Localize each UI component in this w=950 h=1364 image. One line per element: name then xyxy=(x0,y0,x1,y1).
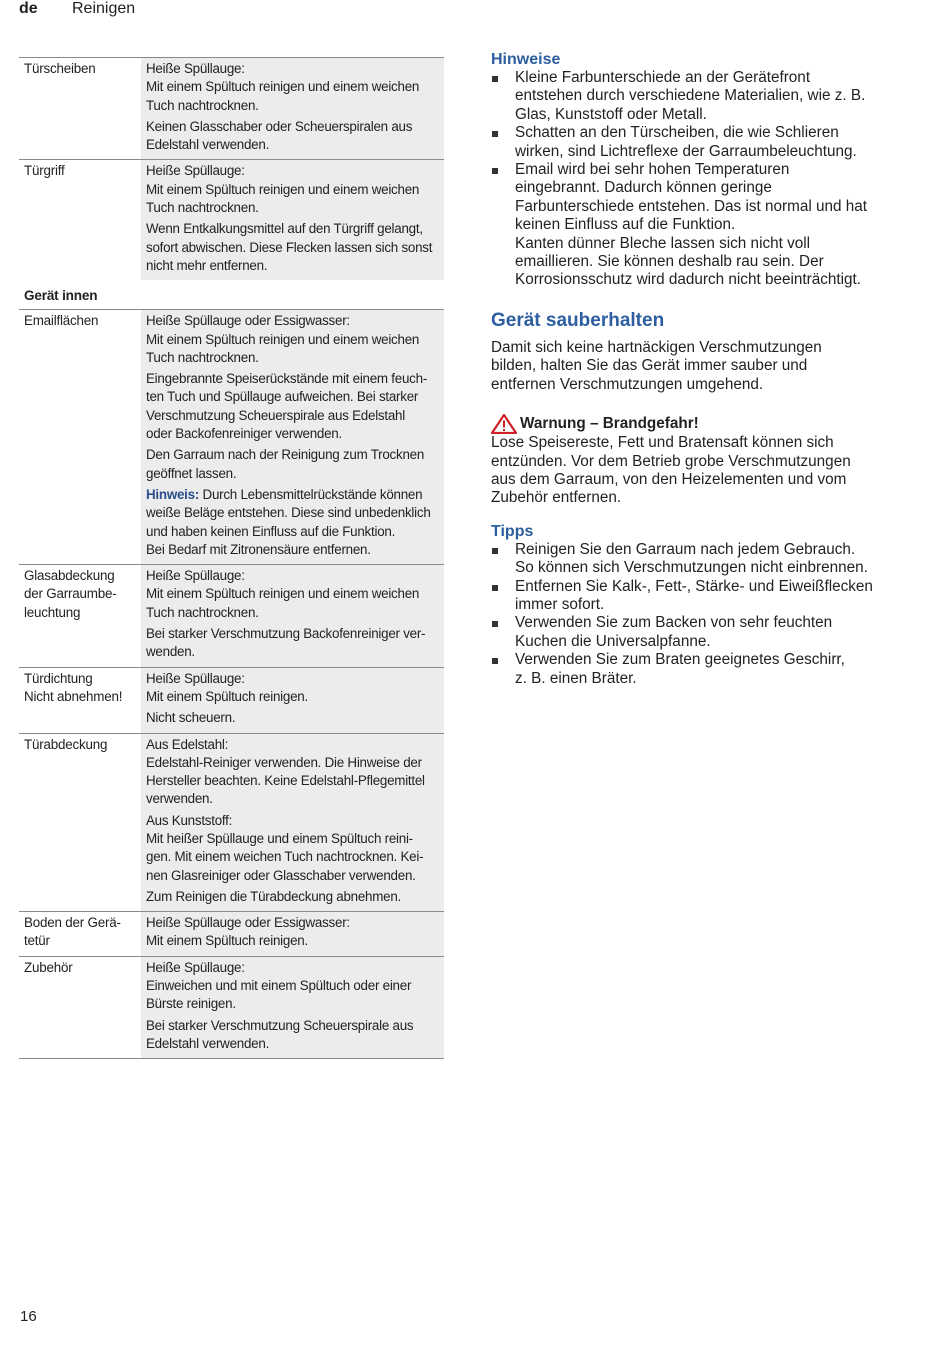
instruction-paragraph xyxy=(146,914,440,951)
row-label xyxy=(19,957,141,1058)
text-line: Türdichtung xyxy=(24,670,93,686)
instruction-paragraph xyxy=(146,162,440,217)
text-line: Bei starker Verschmutzung Scheuerspirale aus xyxy=(146,1017,414,1033)
text-line: oder Backofenreiniger verwenden. xyxy=(146,426,342,442)
text-line: Mit einem Spültuch reinigen und einem weichen xyxy=(146,586,420,602)
text-line: Durch Lebensmittelrückstände können xyxy=(199,486,423,502)
table-row xyxy=(19,159,444,280)
geraet-sauberhalten-heading: Gerät sauberhalten xyxy=(491,309,665,331)
text-line: und haben keinen Einfluss auf die Funktion. xyxy=(146,523,396,539)
text-line: Mit einem Spültuch reinigen und einem weichen xyxy=(146,79,420,95)
row-instructions xyxy=(141,957,444,1058)
instruction-paragraph xyxy=(146,625,440,662)
table-row xyxy=(19,911,444,956)
text-line: Tuch nachtrocknen. xyxy=(146,200,259,216)
row-instructions xyxy=(141,160,444,280)
text-line: Lose Speisereste, Fett und Bratensaft können sich xyxy=(491,434,834,452)
text-line: Emailflächen xyxy=(24,313,99,329)
text-line: Hersteller beachten. Keine Edelstahl-Pflegemittel xyxy=(146,773,425,789)
text-line: z. B. einen Bräter. xyxy=(515,669,637,687)
warning-title xyxy=(491,414,931,434)
text-line: eingebrannt. Dadurch können geringe xyxy=(515,179,772,197)
instruction-paragraph xyxy=(146,567,440,622)
row-instructions xyxy=(141,668,444,733)
cleaning-table xyxy=(19,57,444,1059)
text-line: Mit einem Spültuch reinigen. xyxy=(146,688,308,704)
text-line: Tuch nachtrocknen. xyxy=(146,604,259,620)
text-line: Heiße Spüllauge: xyxy=(146,670,245,686)
list-item xyxy=(491,124,931,161)
hinweise-heading: Hinweise xyxy=(491,51,561,68)
text-line: Mit einem Spültuch reinigen und einem weichen xyxy=(146,331,420,347)
sauberhalten-intro xyxy=(491,339,931,394)
text-line: immer sofort. xyxy=(515,595,605,613)
list-item xyxy=(491,541,931,578)
text-line: Wenn Entkalkungsmittel auf den Türgriff gelangt, xyxy=(146,221,423,237)
warning-triangle-icon xyxy=(491,414,517,434)
text-line: Zubehör xyxy=(24,959,73,975)
text-line: Glasabdeckung xyxy=(24,568,115,584)
text-line: Kanten dünner Bleche lassen sich nicht voll xyxy=(515,234,811,252)
text-line: Aus Edelstahl: xyxy=(146,736,229,752)
row-label xyxy=(19,58,141,159)
text-line: Reinigen Sie den Garraum nach jedem Gebrauch. xyxy=(515,540,856,558)
text-line: Heiße Spüllauge: xyxy=(146,568,245,584)
table-row xyxy=(19,309,444,564)
row-label xyxy=(19,310,141,564)
row-instructions xyxy=(141,310,444,564)
text-line: Türgriff xyxy=(24,163,65,179)
row-label xyxy=(19,565,141,666)
row-label xyxy=(19,160,141,280)
page-number: 16 xyxy=(20,1308,37,1325)
text-line: Schatten an den Türscheiben, die wie Schlieren xyxy=(515,124,839,142)
instruction-paragraph xyxy=(146,959,440,1014)
warning-block xyxy=(491,414,931,508)
list-item xyxy=(491,651,931,688)
text-line: So können sich Verschmutzungen nicht einbrennen. xyxy=(515,559,868,577)
text-line: Nicht scheuern. xyxy=(146,710,236,726)
text-line: Heiße Spüllauge oder Essigwasser: xyxy=(146,313,350,329)
text-line: der Garraumbe- xyxy=(24,586,117,602)
text-line: Heiße Spüllauge: xyxy=(146,61,245,76)
text-line: Bürste reinigen. xyxy=(146,996,236,1012)
text-line: Keinen Glasschaber oder Scheuerspiralen aus xyxy=(146,118,413,134)
text-line: Bei Bedarf mit Zitronensäure entfernen. xyxy=(146,541,371,557)
section-title-geraet-innen: Gerät innen xyxy=(24,288,98,304)
text-line: Boden der Gerä- xyxy=(24,915,121,931)
text-line: nicht mehr entfernen. xyxy=(146,257,268,273)
text-line: aus dem Garraum, von den Heizelementen und vom xyxy=(491,470,847,488)
text-line: entstehen durch verschiedene Materialien, wie z. B. xyxy=(515,87,866,105)
text-line: Verwenden Sie zum Braten geeignetes Geschirr, xyxy=(515,651,845,669)
text-line: weiße Beläge entstehen. Diese sind unbedenklich xyxy=(146,505,431,521)
instruction-paragraph xyxy=(146,60,440,115)
tipps-list xyxy=(491,541,931,688)
hinweise-list xyxy=(491,69,931,290)
text-line: Tuch nachtrocknen. xyxy=(146,97,259,113)
text-line: Heiße Spüllauge oder Essigwasser: xyxy=(146,915,350,931)
text-line: entzünden. Vor dem Betrieb grobe Verschmutzungen xyxy=(491,452,851,470)
table-row xyxy=(19,956,444,1059)
row-label xyxy=(19,668,141,733)
text-line: Zum Reinigen die Türabdeckung abnehmen. xyxy=(146,888,402,904)
row-label xyxy=(19,912,141,956)
text-line: Nicht abnehmen! xyxy=(24,688,123,704)
list-item xyxy=(491,69,931,124)
text-line: gen. Mit einem weichen Tuch nachtrocknen. Kei- xyxy=(146,849,424,865)
hinweis-label: Hinweis: xyxy=(146,486,200,502)
text-line: wenden. xyxy=(146,644,195,660)
text-line: geöffnet lassen. xyxy=(146,465,237,481)
text-line: Den Garraum nach der Reinigung zum Trocknen xyxy=(146,447,425,463)
page-header-title: Reinigen xyxy=(72,0,136,17)
text-line: Mit heißer Spüllauge und einem Spültuch reini- xyxy=(146,830,413,846)
table-row xyxy=(19,667,444,733)
list-item xyxy=(491,578,931,615)
instruction-paragraph xyxy=(146,1017,440,1054)
instruction-paragraph xyxy=(146,446,440,483)
tipps-heading: Tipps xyxy=(491,522,534,540)
text-line: Entfernen Sie Kalk-, Fett-, Stärke- und Eiweißflecken xyxy=(515,577,873,595)
instruction-paragraph xyxy=(146,736,440,809)
text-line: ten Tuch und Spüllauge aufweichen. Bei starker xyxy=(146,389,419,405)
instruction-paragraph xyxy=(146,888,440,906)
text-line: sofort abwischen. Diese Flecken lassen sich sonst xyxy=(146,239,433,255)
instruction-paragraph xyxy=(146,812,440,885)
text-line: Zubehör entfernen. xyxy=(491,489,622,507)
text-line: tetür xyxy=(24,933,50,949)
text-line: wirken, sind Lichtreflexe der Garraumbeleuchtung. xyxy=(515,142,857,160)
table-row xyxy=(19,57,444,159)
text-line: entfernen Verschmutzungen umgehend. xyxy=(491,375,764,393)
row-instructions xyxy=(141,565,444,666)
text-line: Heiße Spüllauge: xyxy=(146,163,245,179)
list-item xyxy=(491,161,931,290)
warning-title-text: Warnung – Brandgefahr! xyxy=(520,414,699,432)
row-label xyxy=(19,734,141,912)
text-line: nen Glasreiniger oder Glasschaber verwenden. xyxy=(146,867,416,883)
instruction-paragraph xyxy=(146,670,440,707)
text-line: Mit einem Spültuch reinigen. xyxy=(146,933,308,949)
text-line: Mit einem Spültuch reinigen und einem weichen xyxy=(146,181,420,197)
row-instructions xyxy=(141,912,444,956)
text-line: Farbunterschiede entstehen. Das ist normal und hat xyxy=(515,197,868,215)
text-line: Kuchen die Universalpfanne. xyxy=(515,632,711,650)
instruction-paragraph xyxy=(146,220,440,275)
instruction-paragraph xyxy=(146,370,440,443)
text-line: Eingebrannte Speiserückstände mit einem feuch- xyxy=(146,371,428,387)
text-line: Türabdeckung xyxy=(24,736,108,752)
hinweis-note xyxy=(146,486,440,559)
text-line: verwenden. xyxy=(146,791,213,807)
table-row xyxy=(19,564,444,666)
list-item xyxy=(491,614,931,651)
text-line: leuchtung xyxy=(24,604,81,620)
text-line: Aus Kunststoff: xyxy=(146,812,233,828)
text-line: Kleine Farbunterschiede an der Gerätefront xyxy=(515,69,811,86)
text-line: Bei starker Verschmutzung Backofenreiniger ver- xyxy=(146,626,426,642)
row-instructions xyxy=(141,734,444,912)
text-line: Edelstahl verwenden. xyxy=(146,137,270,153)
table-row xyxy=(19,733,444,912)
text-line: Edelstahl verwenden. xyxy=(146,1035,270,1051)
text-line: Verwenden Sie zum Backen von sehr feuchten xyxy=(515,614,833,632)
text-line: Tuch nachtrocknen. xyxy=(146,349,259,365)
text-line: emaillieren. Sie können deshalb rau sein. Der xyxy=(515,253,824,271)
instruction-paragraph xyxy=(146,709,440,727)
row-instructions xyxy=(141,58,444,159)
text-line: Glas, Kunststoff oder Metall. xyxy=(515,105,707,123)
right-column xyxy=(491,50,931,688)
text-line: Verschmutzung Scheuerspirale aus Edelstahl xyxy=(146,407,405,423)
text-line: Edelstahl-Reiniger verwenden. Die Hinweise der xyxy=(146,754,422,770)
text-line: Heiße Spüllauge: xyxy=(146,959,245,975)
text-line: Korrosionsschutz wird dadurch nicht beeinträchtigt. xyxy=(515,271,862,289)
text-line: Email wird bei sehr hohen Temperaturen xyxy=(515,161,790,179)
warning-text xyxy=(491,434,931,508)
text-line: Einweichen und mit einem Spültuch oder einer xyxy=(146,978,412,994)
instruction-paragraph xyxy=(146,312,440,367)
language-code: de xyxy=(19,0,38,17)
text-line: keinen Einfluss auf die Funktion. xyxy=(515,216,736,234)
instruction-paragraph xyxy=(146,118,440,155)
text-line: bilden, halten Sie das Gerät immer sauber und xyxy=(491,357,808,375)
text-line: Damit sich keine hartnäckigen Verschmutzungen xyxy=(491,338,822,356)
text-line: Türscheiben xyxy=(24,61,96,76)
